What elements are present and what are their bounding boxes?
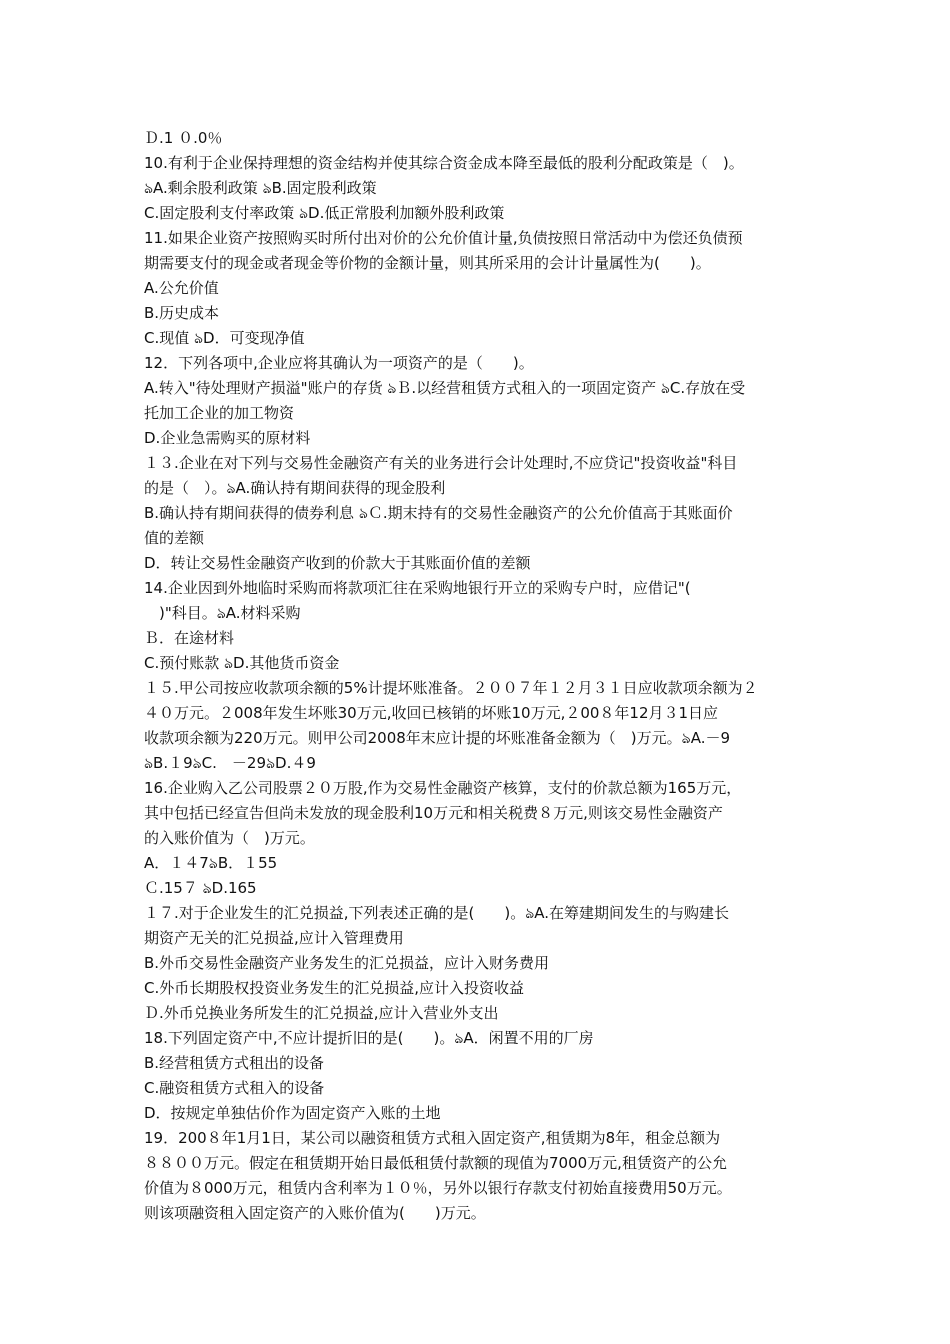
text-line: C.预付账款 ঌD.其他货币资金 (144, 654, 340, 672)
text-line: D.企业急需购买的原材料 (144, 429, 311, 447)
text-line: ４０万元。２008年发生坏账30万元,收回已核销的坏账10万元,２00８年12月３1日应 (144, 704, 719, 722)
text-line: 值的差额 (144, 529, 205, 547)
text-line: Ｃ.15７ ঌD.165 (144, 879, 257, 897)
text-line: ঌA.剩余股利政策 ঌB.固定股利政策 (144, 179, 377, 197)
text-line: 14.企业因到外地临时采购而将款项汇往在采购地银行开立的采购专户时，应借记"( (144, 579, 691, 597)
text-line: 的是（ ）。ঌA.确认持有期间获得的现金股利 (144, 479, 446, 497)
text-line: Ｄ.外币兑换业务所发生的汇兑损益,应计入营业外支出 (144, 1004, 499, 1022)
text-line: 收款项余额为220万元。则甲公司2008年末应计提的坏账准备金额为（ )万元。ঌA.－9 (144, 729, 730, 747)
text-line: A．１４7ঌB．１55 (144, 854, 278, 872)
text-line: 10.有利于企业保持理想的资金结构并使其综合资金成本降至最低的股利分配政策是（ )。 (144, 154, 744, 172)
text-line: １７.对于企业发生的汇兑损益,下列表述正确的是( )。ঌA.在筹建期间发生的与购建长 (144, 904, 730, 922)
text-line: 期资产无关的汇兑损益,应计入管理费用 (144, 929, 404, 947)
text-line: 18.下列固定资产中,不应计提折旧的是( )。ঌA．闲置不用的厂房 (144, 1029, 594, 1047)
text-line: C.固定股利支付率政策 ঌD.低正常股利加额外股利政策 (144, 204, 505, 222)
text-line: 托加工企业的加工物资 (144, 404, 295, 422)
text-line: B.经营租赁方式租出的设备 (144, 1054, 325, 1072)
text-line: ８８００万元。假定在租赁期开始日最低租赁付款额的现值为7000万元,租赁资产的公允 (144, 1154, 727, 1172)
text-line: 19．200８年1月1日，某公司以融资租赁方式租入固定资产,租赁期为8年，租金总额为 (144, 1129, 721, 1147)
text-line: 的入账价值为（ )万元。 (144, 829, 315, 847)
text-line: B.外币交易性金融资产业务发生的汇兑损益，应计入财务费用 (144, 954, 550, 972)
text-line: 12．下列各项中,企业应将其确认为一项资产的是（ )。 (144, 354, 534, 372)
text-line: )"科目。ঌA.材料采购 (144, 604, 301, 622)
text-line: C.融资租赁方式租入的设备 (144, 1079, 325, 1097)
text-line: 16.企业购入乙公司股票２０万股,作为交易性金融资产核算，支付的价款总额为165万元， (144, 779, 742, 797)
text-line: Ｂ．在途材料 (144, 629, 235, 647)
text-line: Ｄ.1 ０.0％ (144, 129, 223, 147)
text-line: C.现值 ঌD．可变现净值 (144, 329, 305, 347)
text-line: A.公允价值 (144, 279, 219, 297)
text-line: D．按规定单独估价作为固定资产入账的土地 (144, 1104, 441, 1122)
text-line: 价值为８000万元，租赁内含利率为１０％，另外以银行存款支付初始直接费用50万元。 (144, 1179, 732, 1197)
text-line: D．转让交易性金融资产收到的价款大于其账面价值的差额 (144, 554, 531, 572)
text-line: C.外币长期股权投资业务发生的汇兑损益,应计入投资收益 (144, 979, 525, 997)
text-line: 其中包括已经宣告但尚未发放的现金股利10万元和相关税费８万元,则该交易性金融资产 (144, 804, 723, 822)
text-line: 期需要支付的现金或者现金等价物的金额计量，则其所采用的会计计量属性为( )。 (144, 254, 711, 272)
text-line: １５.甲公司按应收款项余额的5%计提坏账准备。２００７年１２月３１日应收款项余额为２ (144, 679, 758, 697)
text-line: ঌB.１9ঌC. －29ঌD.４9 (144, 754, 316, 772)
text-line: B.历史成本 (144, 304, 220, 322)
text-line: １３.企业在对下列与交易性金融资产有关的业务进行会计处理时,不应贷记"投资收益"科目 (144, 454, 738, 472)
text-line: 11.如果企业资产按照购买时所付出对价的公允价值计量,负债按照日常活动中为偿还负债预 (144, 229, 743, 247)
text-line: B.确认持有期间获得的债券利息 ঌＣ.期末持有的交易性金融资产的公允价值高于其账面价 (144, 504, 733, 522)
text-line: 则该项融资租入固定资产的入账价值为( )万元。 (144, 1204, 486, 1222)
text-line: A.转入"待处理财产损溢"账户的存货 ঌＢ.以经营租赁方式租入的一项固定资产 ঌC.存放在受 (144, 379, 746, 397)
